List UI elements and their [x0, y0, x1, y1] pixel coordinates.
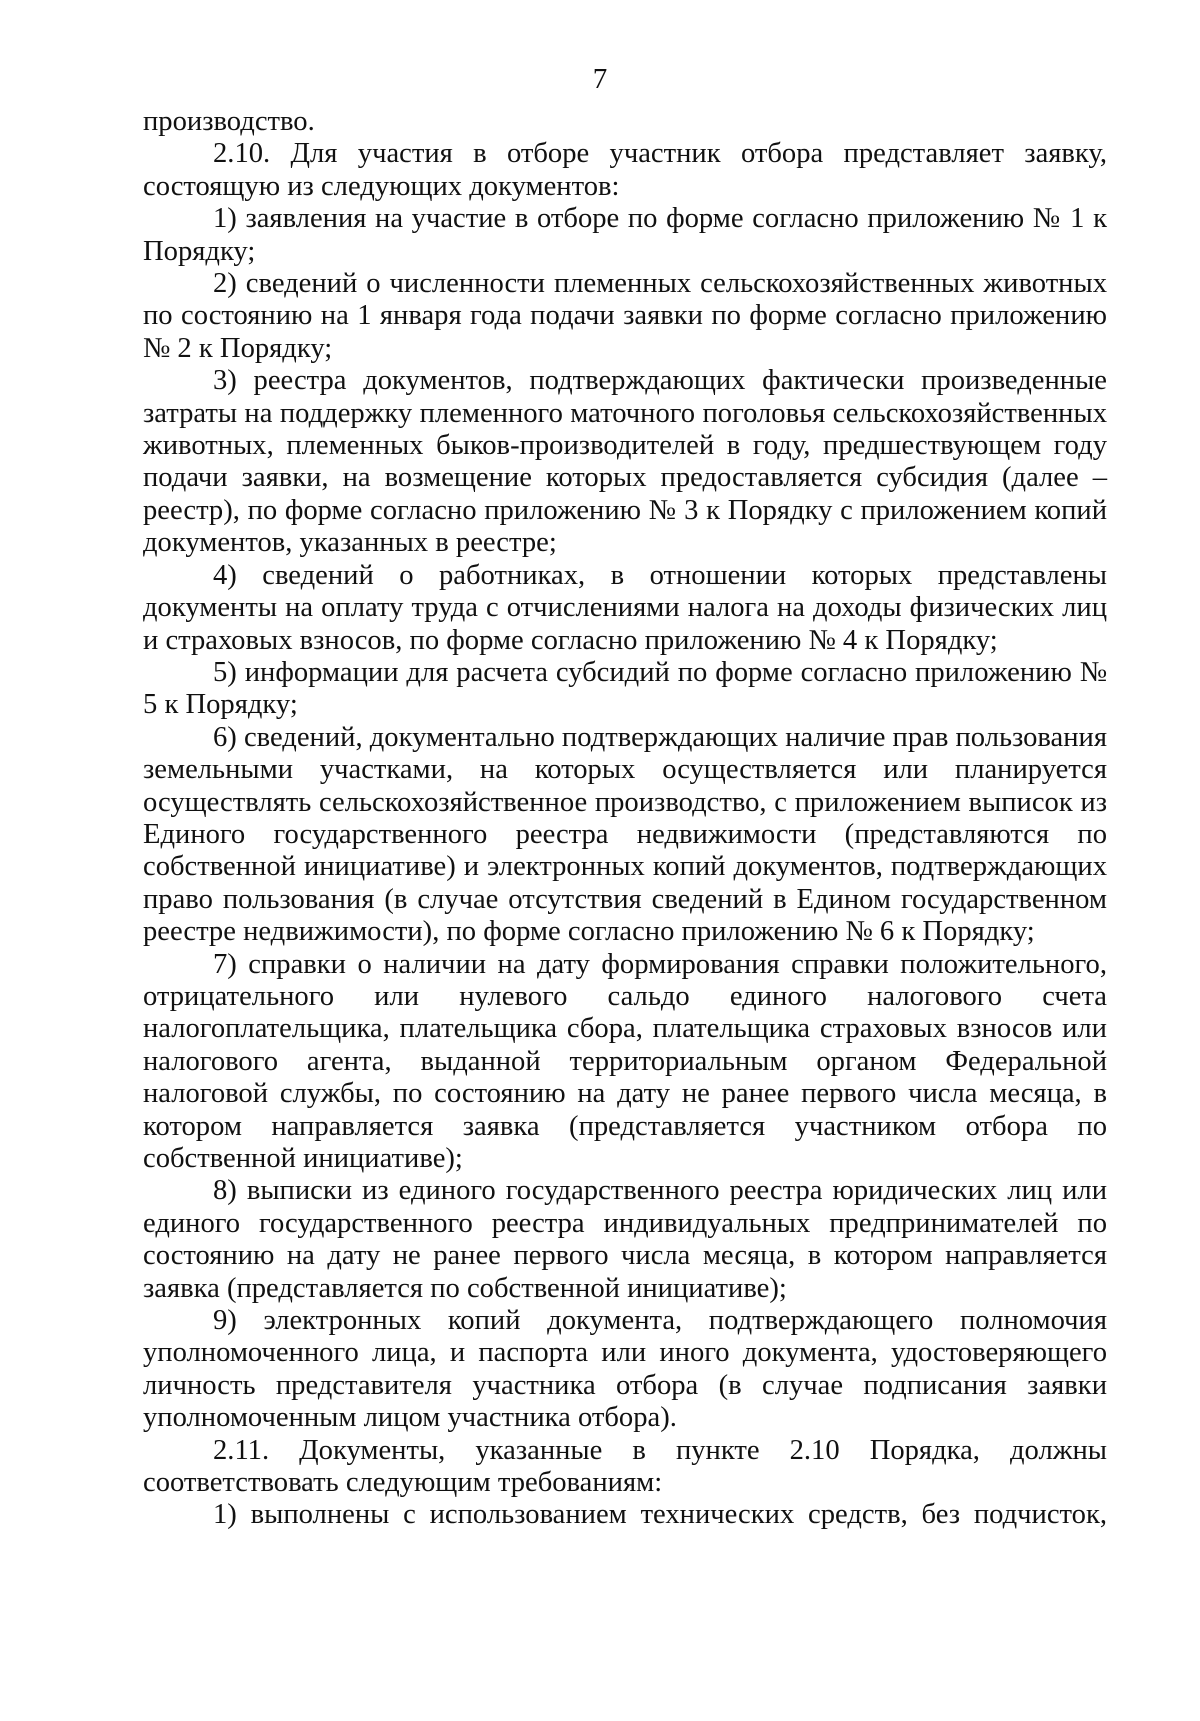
- list-item-8: 8) выписки из единого государственного реестра юридических лиц или единого государственного реестра индивидуальных предпринимателей по состоянию на дату не ранее первого числа месяца, в котором направляется заявка (представляется по собственной инициативе);: [143, 1175, 1107, 1304]
- page-number: 7: [592, 63, 608, 95]
- list-item-7: 7) справки о наличии на дату формирования справки положительного, отрицательного или нулевого сальдо единого налогового счета налогоплательщика, плательщика сбора, плательщика страховых взносов или налогового агента, выданной территориальным органом Федеральной налоговой службы, по состоянию на дату не ранее первого числа месяца, в котором направляется заявка (представляется участником отбора по собственной инициативе);: [143, 948, 1107, 1174]
- paragraph-2-10: 2.10. Для участия в отборе участник отбора представляет заявку, состоящую из следующих документов:: [143, 138, 1107, 202]
- requirement-item-1: 1) выполнены с использованием технических средств, без подчисток,: [213, 1499, 1107, 1531]
- paragraph-continuation: производство.: [143, 106, 315, 137]
- list-item-2: 2) сведений о численности племенных сельскохозяйственных животных по состоянию на 1 января года подачи заявки по форме согласно приложению № 2 к Порядку;: [143, 268, 1107, 364]
- paragraph-2-11: 2.11. Документы, указанные в пункте 2.10 Порядка, должны соответствовать следующим требованиям:: [143, 1434, 1107, 1499]
- list-item-4: 4) сведений о работниках, в отношении которых представлены документы на оплату труда с отчислениями налога на доходы физических лиц и страховых взносов, по форме согласно приложению № 4 к Порядку;: [143, 559, 1107, 656]
- list-item-9: 9) электронных копий документа, подтверждающего полномочия уполномоченного лица, и паспорта или иного документа, удостоверяющего личность представителя участника отбора (в случае подписания заявки уполномоченным лицом участника отбора).: [143, 1305, 1107, 1434]
- list-item-1: 1) заявления на участие в отборе по форме согласно приложению № 1 к Порядку;: [143, 203, 1107, 267]
- list-item-3: 3) реестра документов, подтверждающих фактически произведенные затраты на поддержку племенного маточного поголовья сельскохозяйственных животных, племенных быков-производителей в году, предшествующем году подачи заявки, на возмещение которых предоставляется субсидия (далее – реестр), по форме согласно приложению № 3 к Порядку с приложением копий документов, указанных в реестре;: [143, 365, 1107, 559]
- list-item-5: 5) информации для расчета субсидий по форме согласно приложению № 5 к Порядку;: [143, 656, 1107, 721]
- document-body: [143, 106, 1107, 1532]
- list-item-6: 6) сведений, документально подтверждающих наличие прав пользования земельными участками, на которых осуществляется или планируется осуществлять сельскохозяйственное производство, с приложением выписок из Единого государственного реестра недвижимости (представляются по собственной инициативе) и электронных копий документов, подтверждающих право пользования (в случае отсутствия сведений в Едином государственном реестре недвижимости), по форме согласно приложению № 6 к Порядку;: [143, 721, 1108, 948]
